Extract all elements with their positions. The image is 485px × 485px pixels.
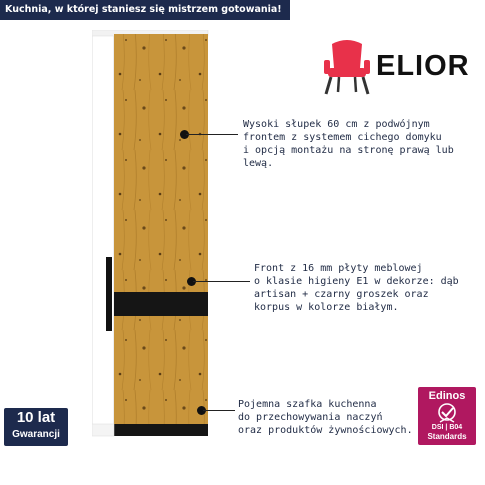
certificate-code-separator: |	[445, 424, 448, 431]
annotation-2-text: Front z 16 mm płyty meblowej o klasie higieny E1 w dekorze: dąb artisan + czarny groszek oraz korpus w kolorze białym.	[254, 263, 459, 313]
brand-name: ELIOR	[376, 50, 470, 82]
annotation-3-text: Pojemna szafka kuchenna do przechowywania naczyń oraz produktów żywnościowych.	[238, 399, 413, 436]
certificate-label: Standards	[427, 432, 467, 441]
banner-text: Kuchnia, w której staniesz się mistrzem gotowania!	[5, 4, 282, 15]
certificate-name: Edinos	[428, 390, 466, 402]
annotation-1-text: Wysoki słupek 60 cm z podwójnym frontem z systemem cichego domyku i opcją montażu na stronę prawą lub lewą.	[243, 119, 454, 169]
warranty-badge	[4, 408, 68, 446]
red-chair-icon	[322, 38, 372, 96]
certificate-codes	[418, 424, 476, 432]
plinth	[114, 424, 208, 436]
top-banner	[0, 0, 290, 20]
kitchen-cabinet-image	[92, 30, 212, 440]
certificate-code-right: B04	[449, 424, 463, 431]
handle-strip	[114, 292, 208, 316]
annotation-3-line	[203, 410, 235, 411]
upper-door	[114, 34, 208, 292]
certificate-badge	[418, 387, 476, 445]
warranty-years: 10 lat	[16, 409, 56, 426]
annotation-1-line	[186, 134, 238, 135]
warranty-label: Gwarancji	[12, 429, 60, 440]
certificate-code-left: DSI	[431, 424, 444, 431]
lower-door	[114, 316, 208, 424]
annotation-2-line	[193, 281, 250, 282]
certificate-check-icon	[434, 403, 460, 423]
